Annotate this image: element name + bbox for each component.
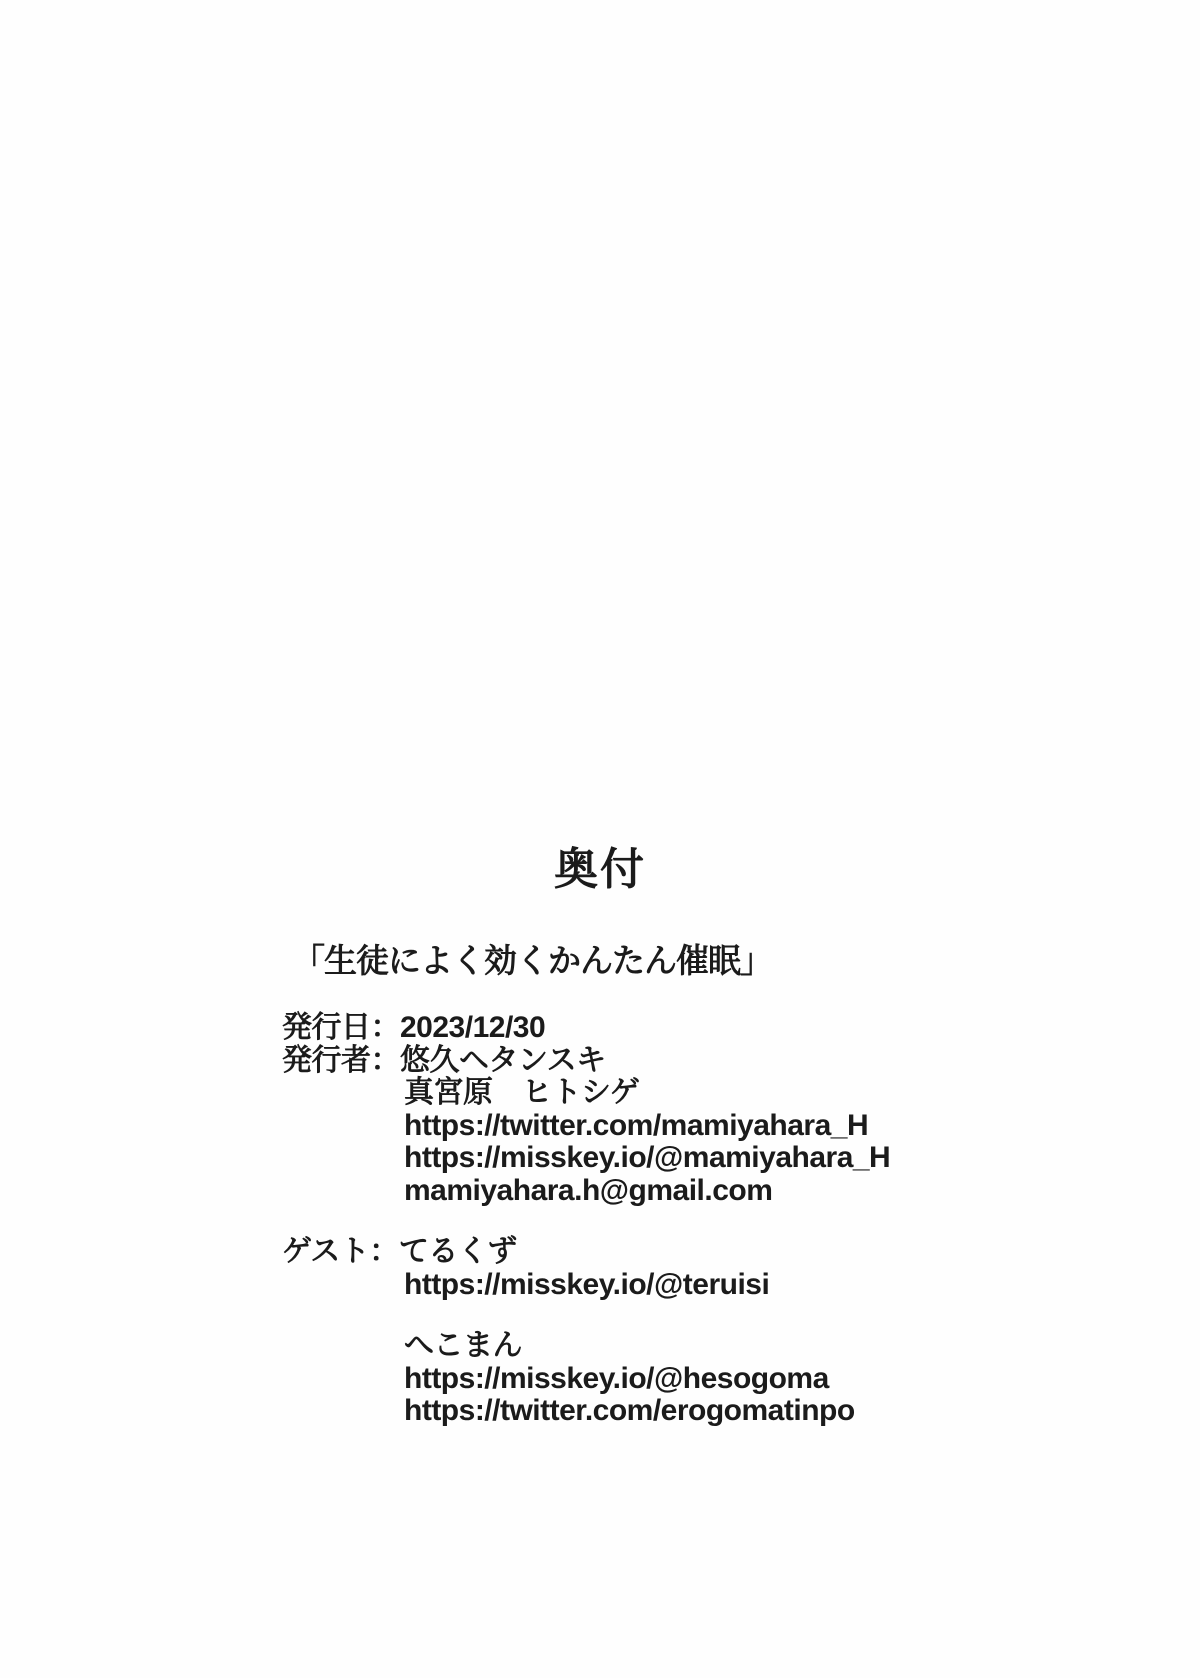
guest-row — [282, 1236, 890, 1269]
publisher-row — [282, 1045, 890, 1078]
publisher-circle-name: 悠久ヘタンスキ — [400, 1043, 606, 1077]
publish-date-row — [282, 1012, 890, 1045]
publisher-label: 発行者： — [282, 1043, 400, 1077]
page-title: 奥付 — [554, 845, 646, 894]
guest-label: ゲスト： — [282, 1235, 399, 1268]
publisher-author-name: 真宮原 ヒトシゲ — [404, 1076, 640, 1109]
guest-2-misskey-url: https://misskey.io/@hesogoma — [404, 1361, 829, 1395]
credits-block — [282, 1012, 890, 1428]
publisher-email-address: mamiyahara.h@gmail.com — [404, 1173, 773, 1207]
book-title: 「生徒によく効くかんたん催眠」 — [292, 942, 772, 979]
publish-date-value: 2023/12/30 — [400, 1011, 546, 1044]
guest-1-misskey-url: https://misskey.io/@teruisi — [404, 1267, 770, 1301]
guest-1-name: てるくず — [398, 1235, 517, 1268]
publisher-misskey-url: https://misskey.io/@mamiyahara_H — [404, 1141, 891, 1174]
guest-2-name: へこまん — [404, 1329, 522, 1362]
publish-date-label: 発行日： — [282, 1011, 400, 1044]
guest-2-twitter-url: https://twitter.com/erogomatinpo — [404, 1394, 855, 1427]
publisher-twitter-url: https://twitter.com/mamiyahara_H — [404, 1108, 869, 1142]
